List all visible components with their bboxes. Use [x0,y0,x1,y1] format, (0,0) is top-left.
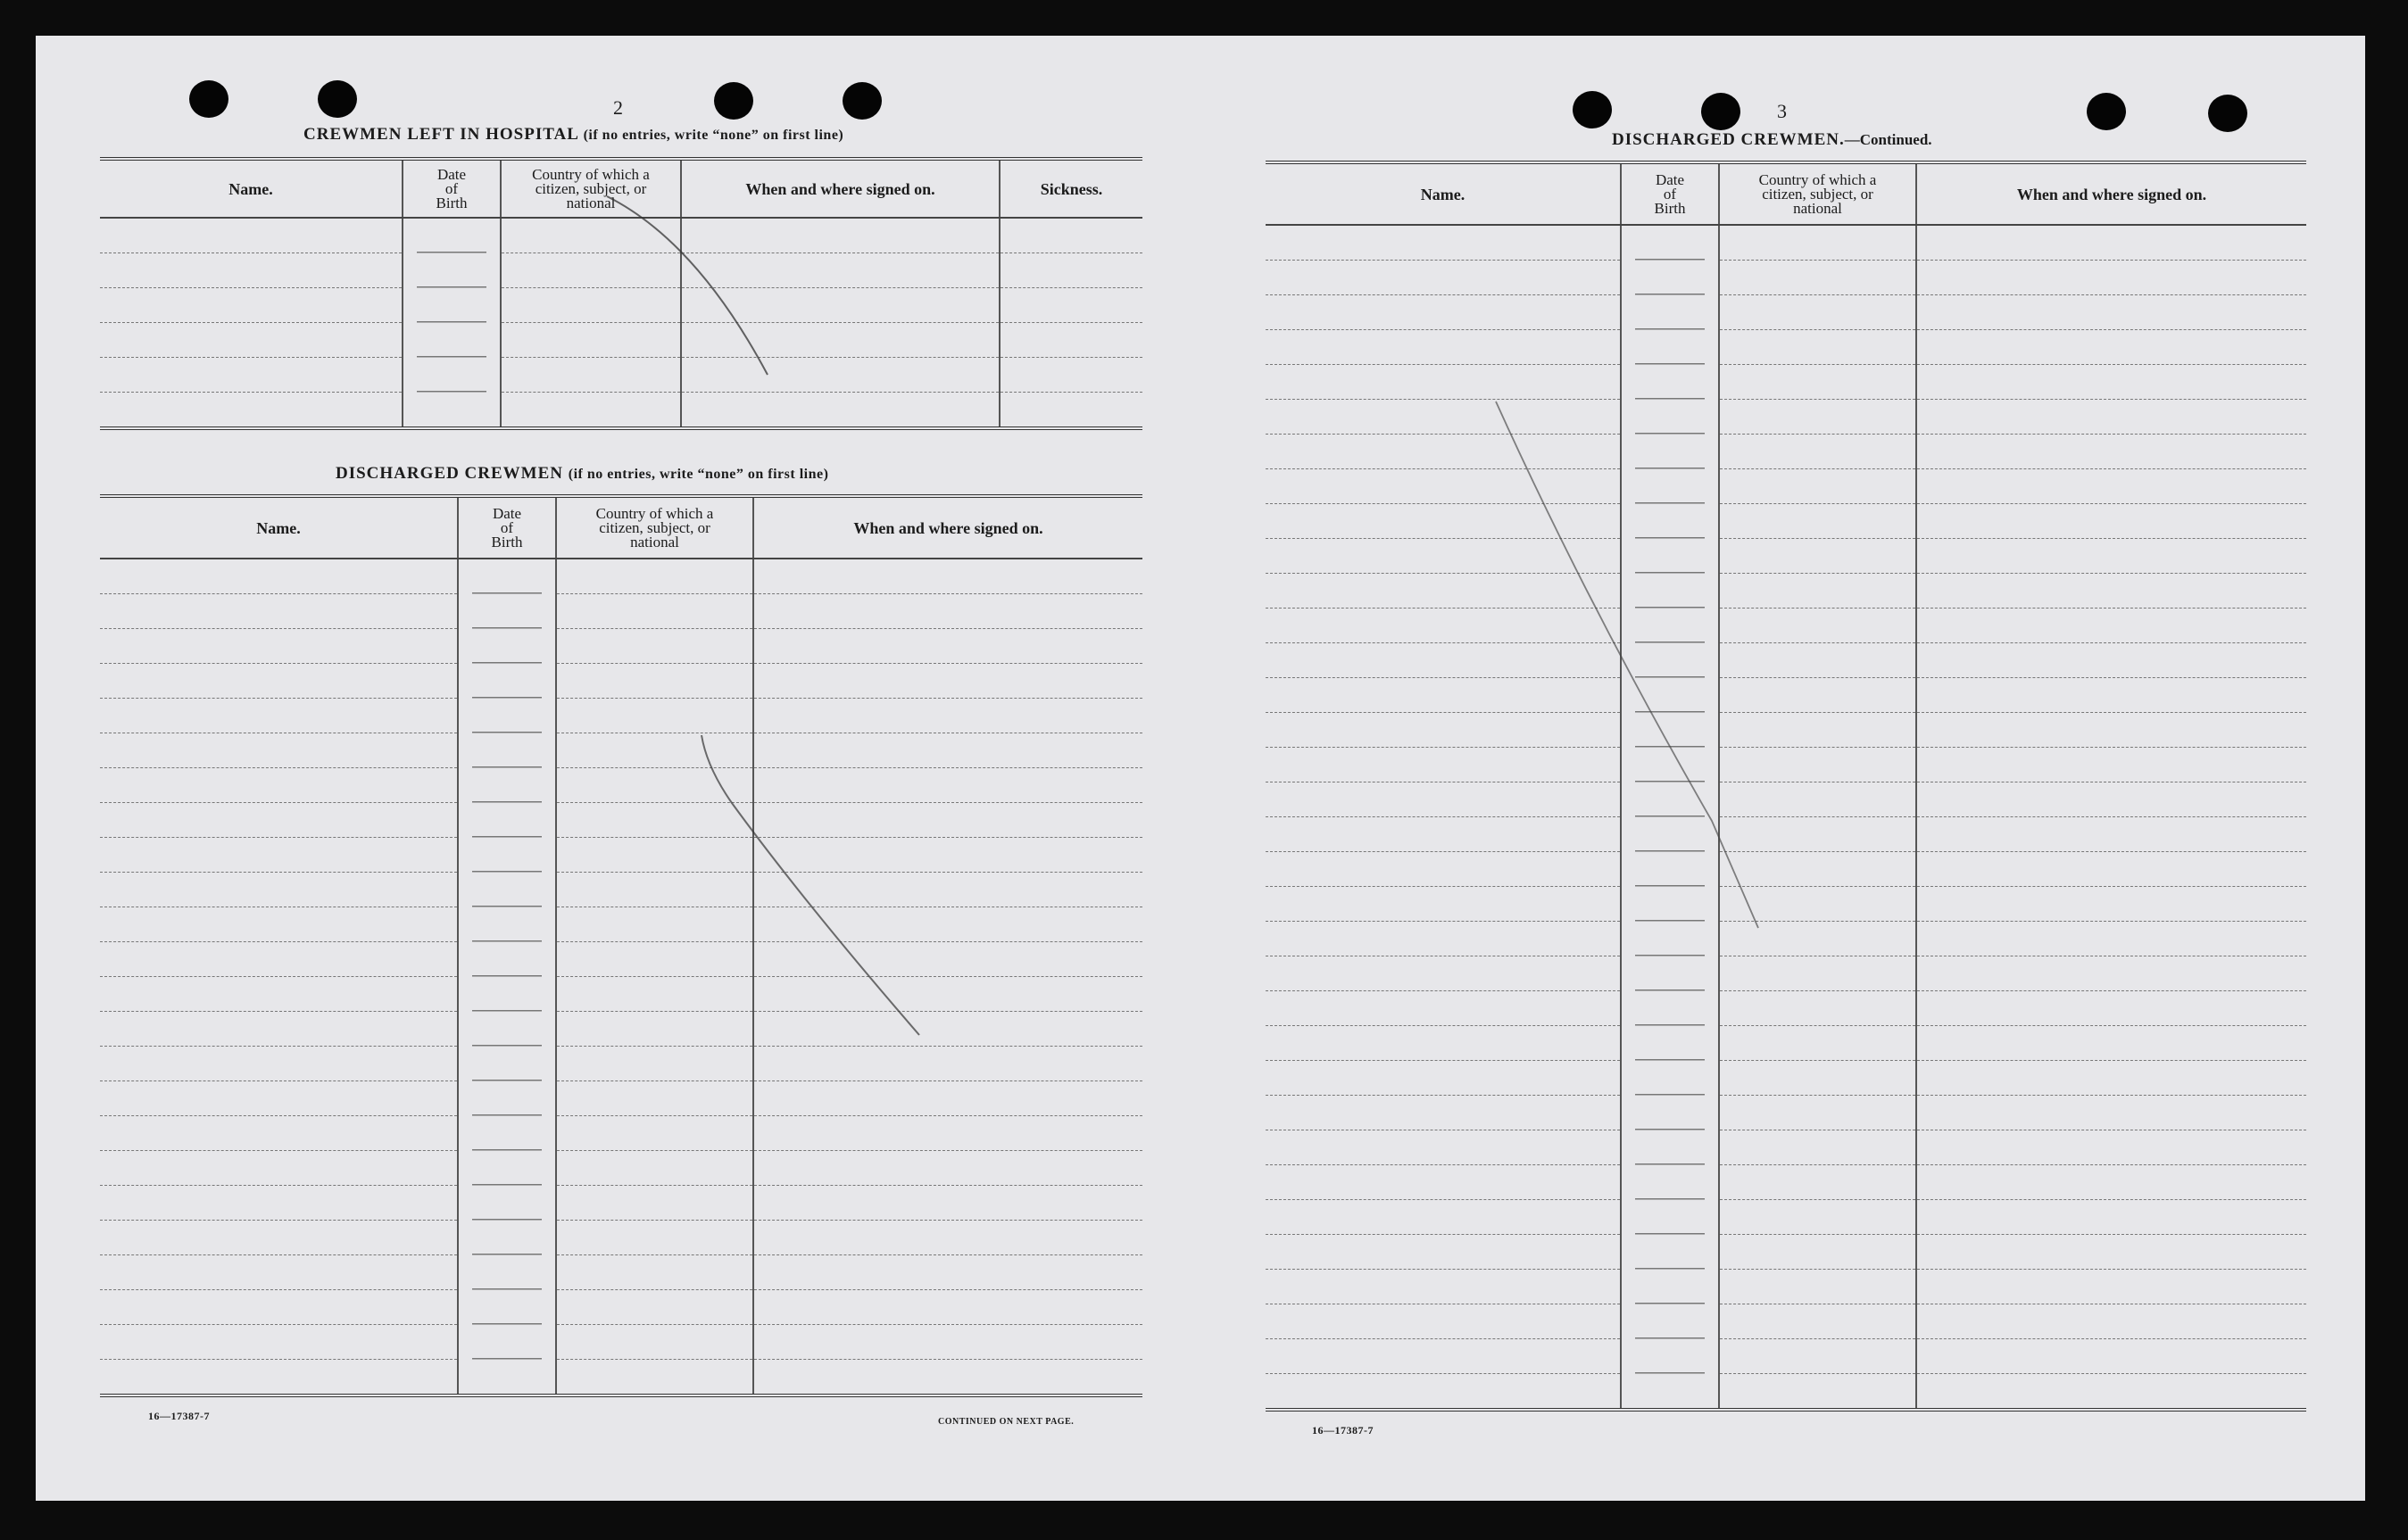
col-name: Name. [1266,162,1621,225]
col-date-of-birth: Date of Birth [1621,162,1719,225]
col-signed-on: When and where signed on. [753,496,1142,559]
col-name: Name. [100,496,458,559]
col-signed-on: When and where signed on. [681,159,1000,218]
continued-note: CONTINUED ON NEXT PAGE. [938,1417,1075,1427]
pen-stroke [607,196,768,375]
col-date-of-birth: Date of Birth [403,159,501,218]
col-country: Country of which a citizen, subject, or national [501,159,681,218]
section-title-discharged: DISCHARGED CREWMEN (if no entries, write “none” on first line) [336,464,829,483]
col-sickness: Sickness. [1000,159,1142,218]
page-number: 2 [613,96,624,119]
pen-stroke [702,735,919,1035]
pen-stroke [1496,402,1758,928]
col-country: Country of which a citizen, subject, or national [1719,162,1916,225]
col-country: Country of which a citizen, subject, or national [556,496,753,559]
pen-stroke-marks [36,36,2365,1501]
form-sheet [36,36,2365,1501]
form-number: 16—17387-7 [148,1410,210,1422]
col-date-of-birth: Date of Birth [458,496,556,559]
form-number: 16—17387-7 [1312,1424,1374,1437]
section-title-discharged-continued: DISCHARGED CREWMEN.—Continued. [1612,130,1932,149]
col-signed-on: When and where signed on. [1916,162,2306,225]
col-name: Name. [100,159,403,218]
section-title-hospital: CREWMEN LEFT IN HOSPITAL (if no entries, write “none” on first line) [303,125,844,144]
page-number: 3 [1777,100,1788,122]
